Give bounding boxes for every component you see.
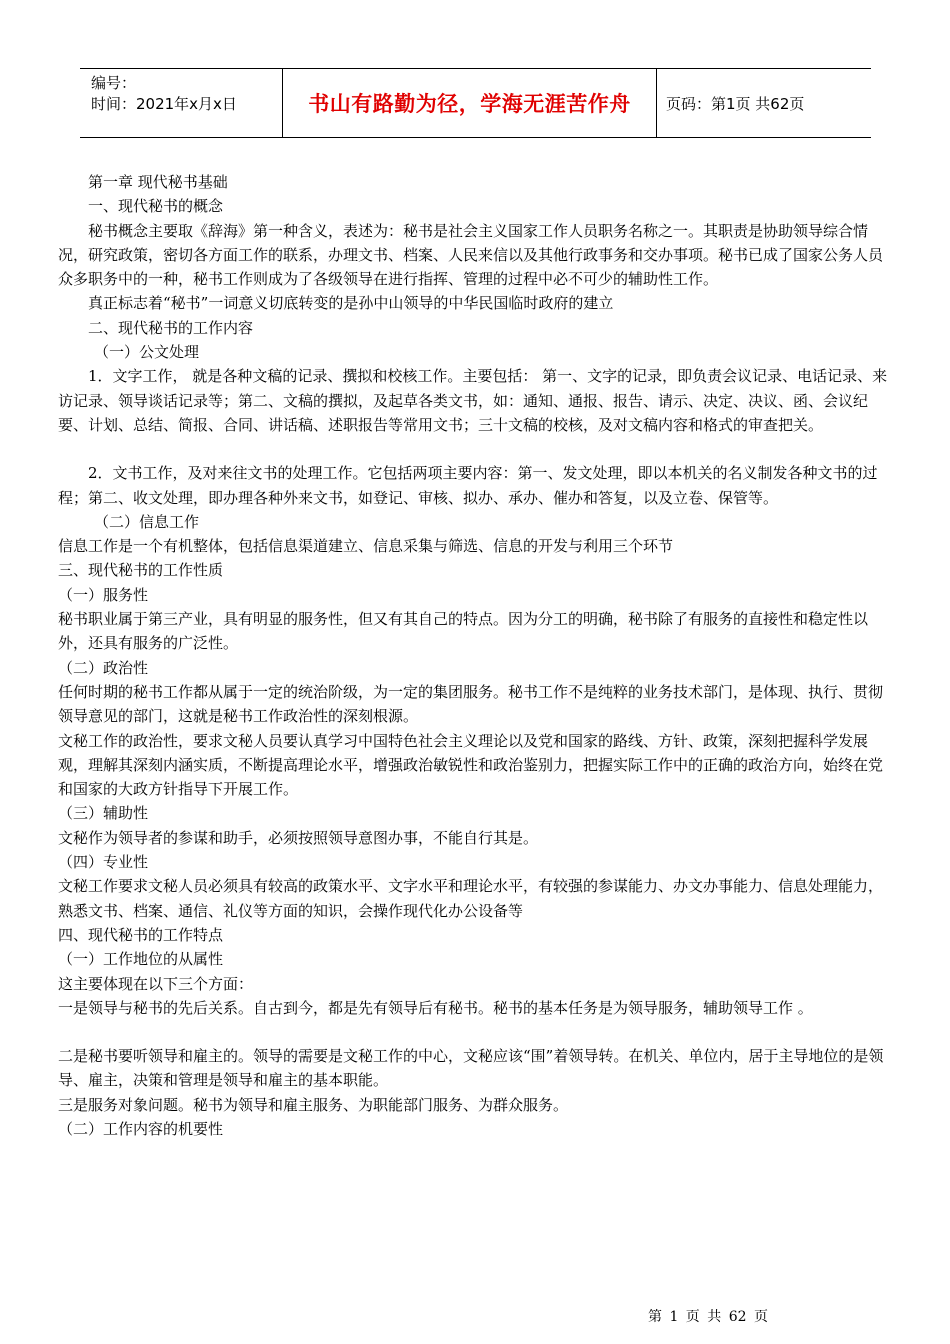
number-label: 编号： <box>91 74 137 92</box>
section-heading: 一、现代秘书的概念 <box>88 197 224 216</box>
document-header <box>80 68 871 138</box>
paragraph: 2．文书工作，及对来往文书的处理工作。它包括两项主要内容：第一、发文处理，即以本机关的名义制发各种文书的过程；第二、收文处理，即办理各种外来文书，如登记、审核、拟办、承办、催办和答复，以及立卷、保管等。 <box>58 464 878 507</box>
subsection-heading: （一）服务性 <box>58 585 149 604</box>
section-heading: 四、现代秘书的工作特点 <box>58 925 224 944</box>
paragraph: 真正标志着“秘书”一词意义切底转变的是孙中山领导的中华民国临时政府的建立 <box>88 294 614 313</box>
section-heading: 二、现代秘书的工作内容 <box>88 318 254 337</box>
subsection-heading: （三）辅助性 <box>58 804 149 823</box>
header-page-cell <box>657 69 871 137</box>
paragraph: 一是领导与秘书的先后关系。自古到今，都是先有领导后有秘书。秘书的基本任务是为领导服务，辅助领导工作 。 <box>58 998 813 1017</box>
subsection-heading: （一）公文处理 <box>94 343 200 362</box>
header-motto-cell <box>283 69 657 137</box>
chapter-title: 第一章 现代秘书基础 <box>88 173 228 191</box>
motto-text: 书山有路勤为径，学海无涯苦作舟 <box>308 92 631 116</box>
subsection-heading: （二）工作内容的机要性 <box>58 1119 224 1138</box>
subsection-heading: （四）专业性 <box>58 853 149 872</box>
paragraph: 文秘工作要求文秘人员必须具有较高的政策水平、文字水平和理论水平，有较强的参谋能力、办文办事能力、信息处理能力，熟悉文书、档案、通信、礼仪等方面的知识，会操作现代化办公设备等 <box>58 877 884 920</box>
section-heading: 三、现代秘书的工作性质 <box>58 561 224 580</box>
blank-line <box>58 1020 894 1044</box>
subsection-heading: （一）工作地位的从属性 <box>58 950 224 969</box>
paragraph: 秘书职业属于第三产业，具有明显的服务性，但又有其自己的特点。因为分工的明确，秘书除了有服务的直接性和稳定性以外，还具有服务的广泛性。 <box>58 610 869 653</box>
paragraph: 信息工作是一个有机整体，包括信息渠道建立、信息采集与筛选、信息的开发与利用三个环节 <box>58 537 674 556</box>
paragraph: 三是服务对象问题。秘书为领导和雇主服务、为职能部门服务、为群众服务。 <box>58 1095 569 1114</box>
date-label: 时间：2021年x月x日 <box>91 95 237 113</box>
paragraph: 任何时期的秘书工作都从属于一定的统治阶级，为一定的集团服务。秘书工作不是纯粹的业务技术部门，是体现、执行、贯彻领导意见的部门，这就是秘书工作政治性的深刻根源。 <box>58 682 884 726</box>
subsection-heading: （二）政治性 <box>58 658 149 677</box>
subsection-heading: （二）信息工作 <box>94 512 200 531</box>
paragraph: 文秘作为领导者的参谋和助手，必须按照领导意图办事，不能自行其是。 <box>58 828 539 847</box>
document-body <box>58 170 894 1141</box>
page-footer: 第 1 页 共 62 页 <box>648 1309 768 1325</box>
paragraph: 1．文字工作， 就是各种文稿的记录、撰拟和校核工作。主要包括： 第一、文字的记录，即负责会议记录、电话记录、来访记录、领导谈话记录等；第二、文稿的撰拟，及起草各类文书，如：通知、通报、报告、请示、决定、决议、函、会议纪要、计划、总结、简报、合同、讲话稿、述职报告等常用文书；三十文稿的校核，及对文稿内容和格式的审查把关。 <box>58 367 888 434</box>
paragraph: 二是秘书要听领导和雇主的。领导的需要是文秘工作的中心，文秘应该“围”着领导转。在机关、单位内，居于主导地位的是领导、雇主，决策和管理是领导和雇主的基本职能。 <box>58 1047 884 1090</box>
header-meta-cell <box>80 69 283 137</box>
page-info: 页码：第1页 共62页 <box>666 95 805 113</box>
paragraph: 这主要体现在以下三个方面： <box>58 974 254 993</box>
paragraph: 秘书概念主要取《辞海》第一种含义，表述为：秘书是社会主义国家工作人员职务名称之一。其职责是协助领导综合情况，研究政策，密切各方面工作的联系，办理文书、档案、人民来信以及其他行政事务和交办事项。秘书已成了国家公务人员众多职务中的一种，秘书工作则成为了各级领导在进行指挥、管理的过程中必不可少的辅助性工作。 <box>58 221 884 289</box>
paragraph: 文秘工作的政治性，要求文秘人员要认真学习中国特色社会主义理论以及党和国家的路线、方针、政策，深刻把握科学发展观，理解其深刻内涵实质，不断提高理论水平，增强政治敏锐性和政治鉴别力，把握实际工作中的正确的政治方向，始终在党和国家的大政方针指导下开展工作。 <box>58 731 884 799</box>
blank-line <box>58 437 894 461</box>
